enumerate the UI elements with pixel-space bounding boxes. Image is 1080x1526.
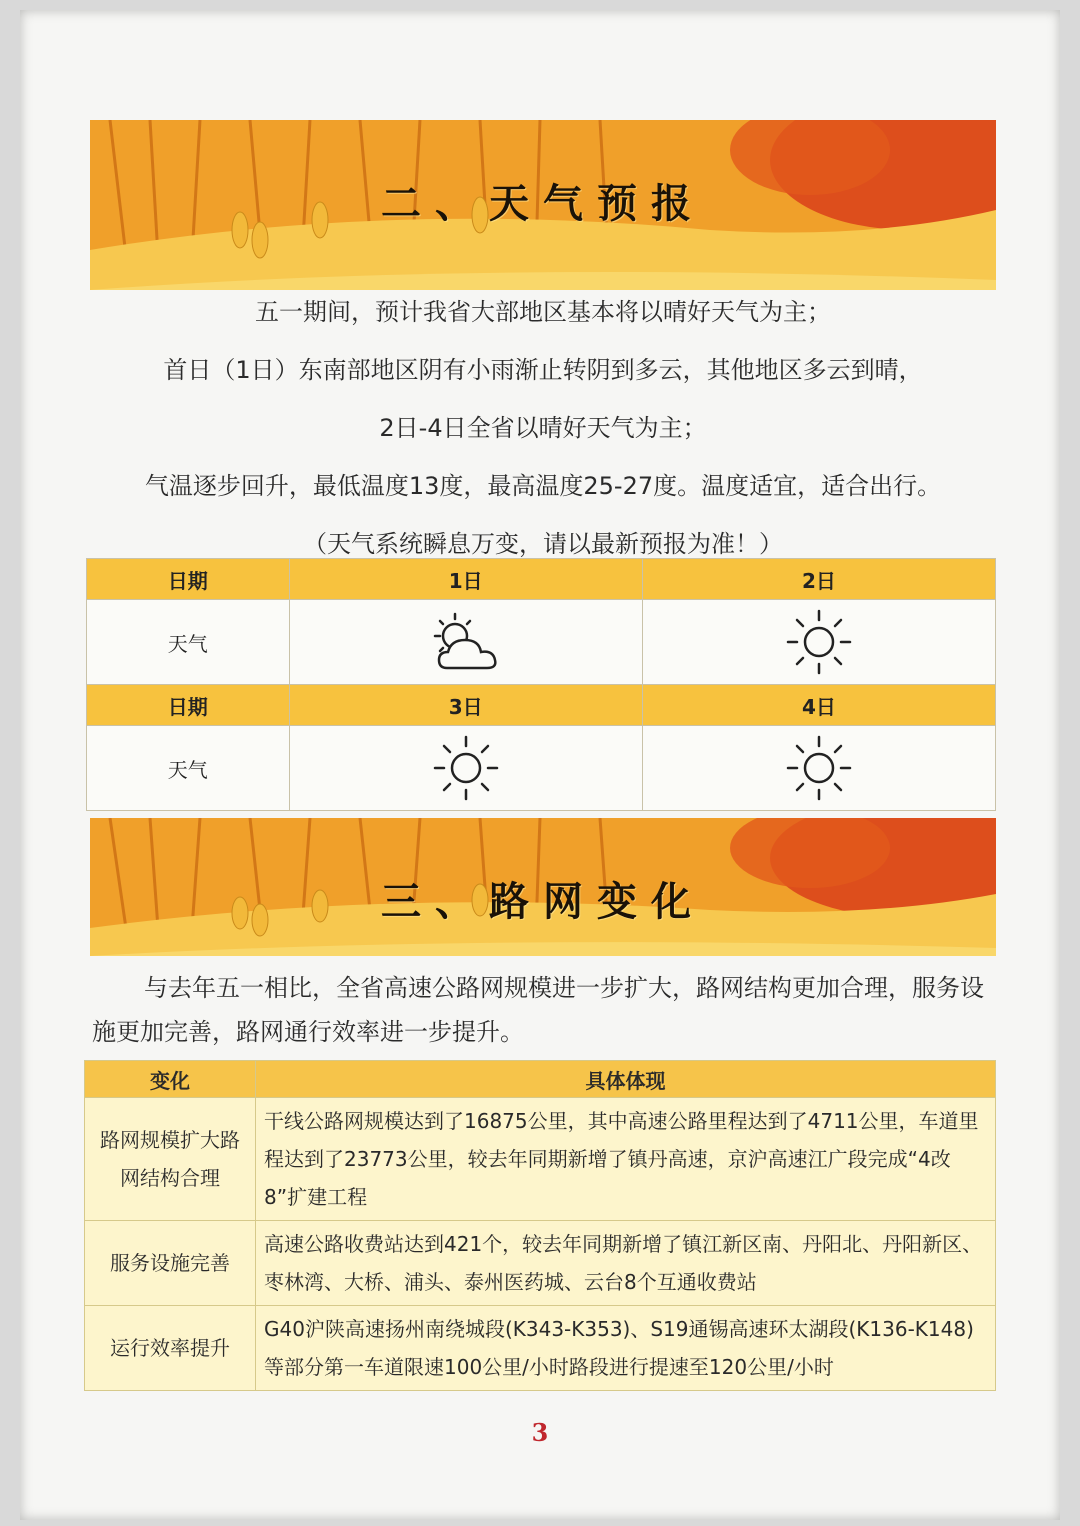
changes-table-row — [85, 1098, 996, 1221]
change-cell: 路网规模扩大路网结构合理 — [85, 1098, 256, 1221]
changes-table-row — [85, 1221, 996, 1306]
change-cell: 服务设施完善 — [85, 1221, 256, 1306]
forecast-line-1: 五一期间，预计我省大部地区基本将以晴好天气为主； — [255, 298, 831, 326]
detail-cell: G40沪陕高速扬州南绕城段(K343-K353)、S19通锡高速环太湖段(K136-K148)等部分第一车道限速100公里/小时路段进行提速至120公里/小时 — [256, 1306, 996, 1391]
forecast-line-3: 2日-4日全省以晴好天气为主； — [379, 414, 707, 442]
date-label: 日期 — [87, 685, 290, 726]
sunny-icon — [431, 733, 501, 803]
section3-title: 三、路网变化 — [381, 878, 705, 925]
detail-cell: 高速公路收费站达到421个，较去年同期新增了镇江新区南、丹阳北、丹阳新区、枣林湾、大桥、浦头、泰州医药城、云台8个互通收费站 — [256, 1221, 996, 1306]
sunny-icon — [784, 733, 854, 803]
section3-banner — [90, 818, 996, 956]
weather-table-row — [87, 600, 996, 685]
forecast-note: （天气系统瞬息万变，请以最新预报为准！） — [303, 530, 783, 558]
change-cell: 运行效率提升 — [85, 1306, 256, 1391]
page-number: 3 — [531, 1418, 549, 1447]
day-label: 4日 — [642, 685, 995, 726]
section3-intro — [92, 966, 992, 1054]
weather-table-row — [87, 726, 996, 811]
weather-table-header-row — [87, 685, 996, 726]
column-header-change: 变化 — [85, 1061, 256, 1098]
partly-cloudy-icon — [421, 610, 511, 674]
day-label: 1日 — [289, 559, 642, 600]
weather-cell — [289, 600, 642, 685]
weather-cell — [289, 726, 642, 811]
weather-cell — [642, 600, 995, 685]
weather-cell — [642, 726, 995, 811]
day-label: 3日 — [289, 685, 642, 726]
weather-label: 天气 — [87, 600, 290, 685]
forecast-line-2: 首日（1日）东南部地区阴有小雨渐止转阴到多云，其他地区多云到晴， — [163, 356, 923, 384]
detail-cell: 干线公路网规模达到了16875公里，其中高速公路里程达到了4711公里，车道里程达到了23773公里，较去年同期新增了镇丹高速，京沪高速江广段完成“4改8”扩建工程 — [256, 1098, 996, 1221]
forecast-line-4: 气温逐步回升，最低温度13度，最高温度25-27度。温度适宜，适合出行。 — [144, 472, 942, 500]
weather-table — [86, 558, 996, 811]
sunny-icon — [784, 607, 854, 677]
changes-table-header-row — [85, 1061, 996, 1098]
changes-table-row — [85, 1306, 996, 1391]
road-network-changes-table — [84, 1060, 996, 1391]
weather-table-header-row — [87, 559, 996, 600]
section2-title: 二、天气预报 — [381, 180, 705, 227]
section2-banner — [90, 120, 996, 290]
date-label: 日期 — [87, 559, 290, 600]
section3-intro-text: 与去年五一相比，全省高速公路网规模进一步扩大，路网结构更加合理，服务设施更加完善，路网通行效率进一步提升。 — [92, 974, 984, 1046]
column-header-detail: 具体体现 — [256, 1061, 996, 1098]
day-label: 2日 — [642, 559, 995, 600]
weather-label: 天气 — [87, 726, 290, 811]
